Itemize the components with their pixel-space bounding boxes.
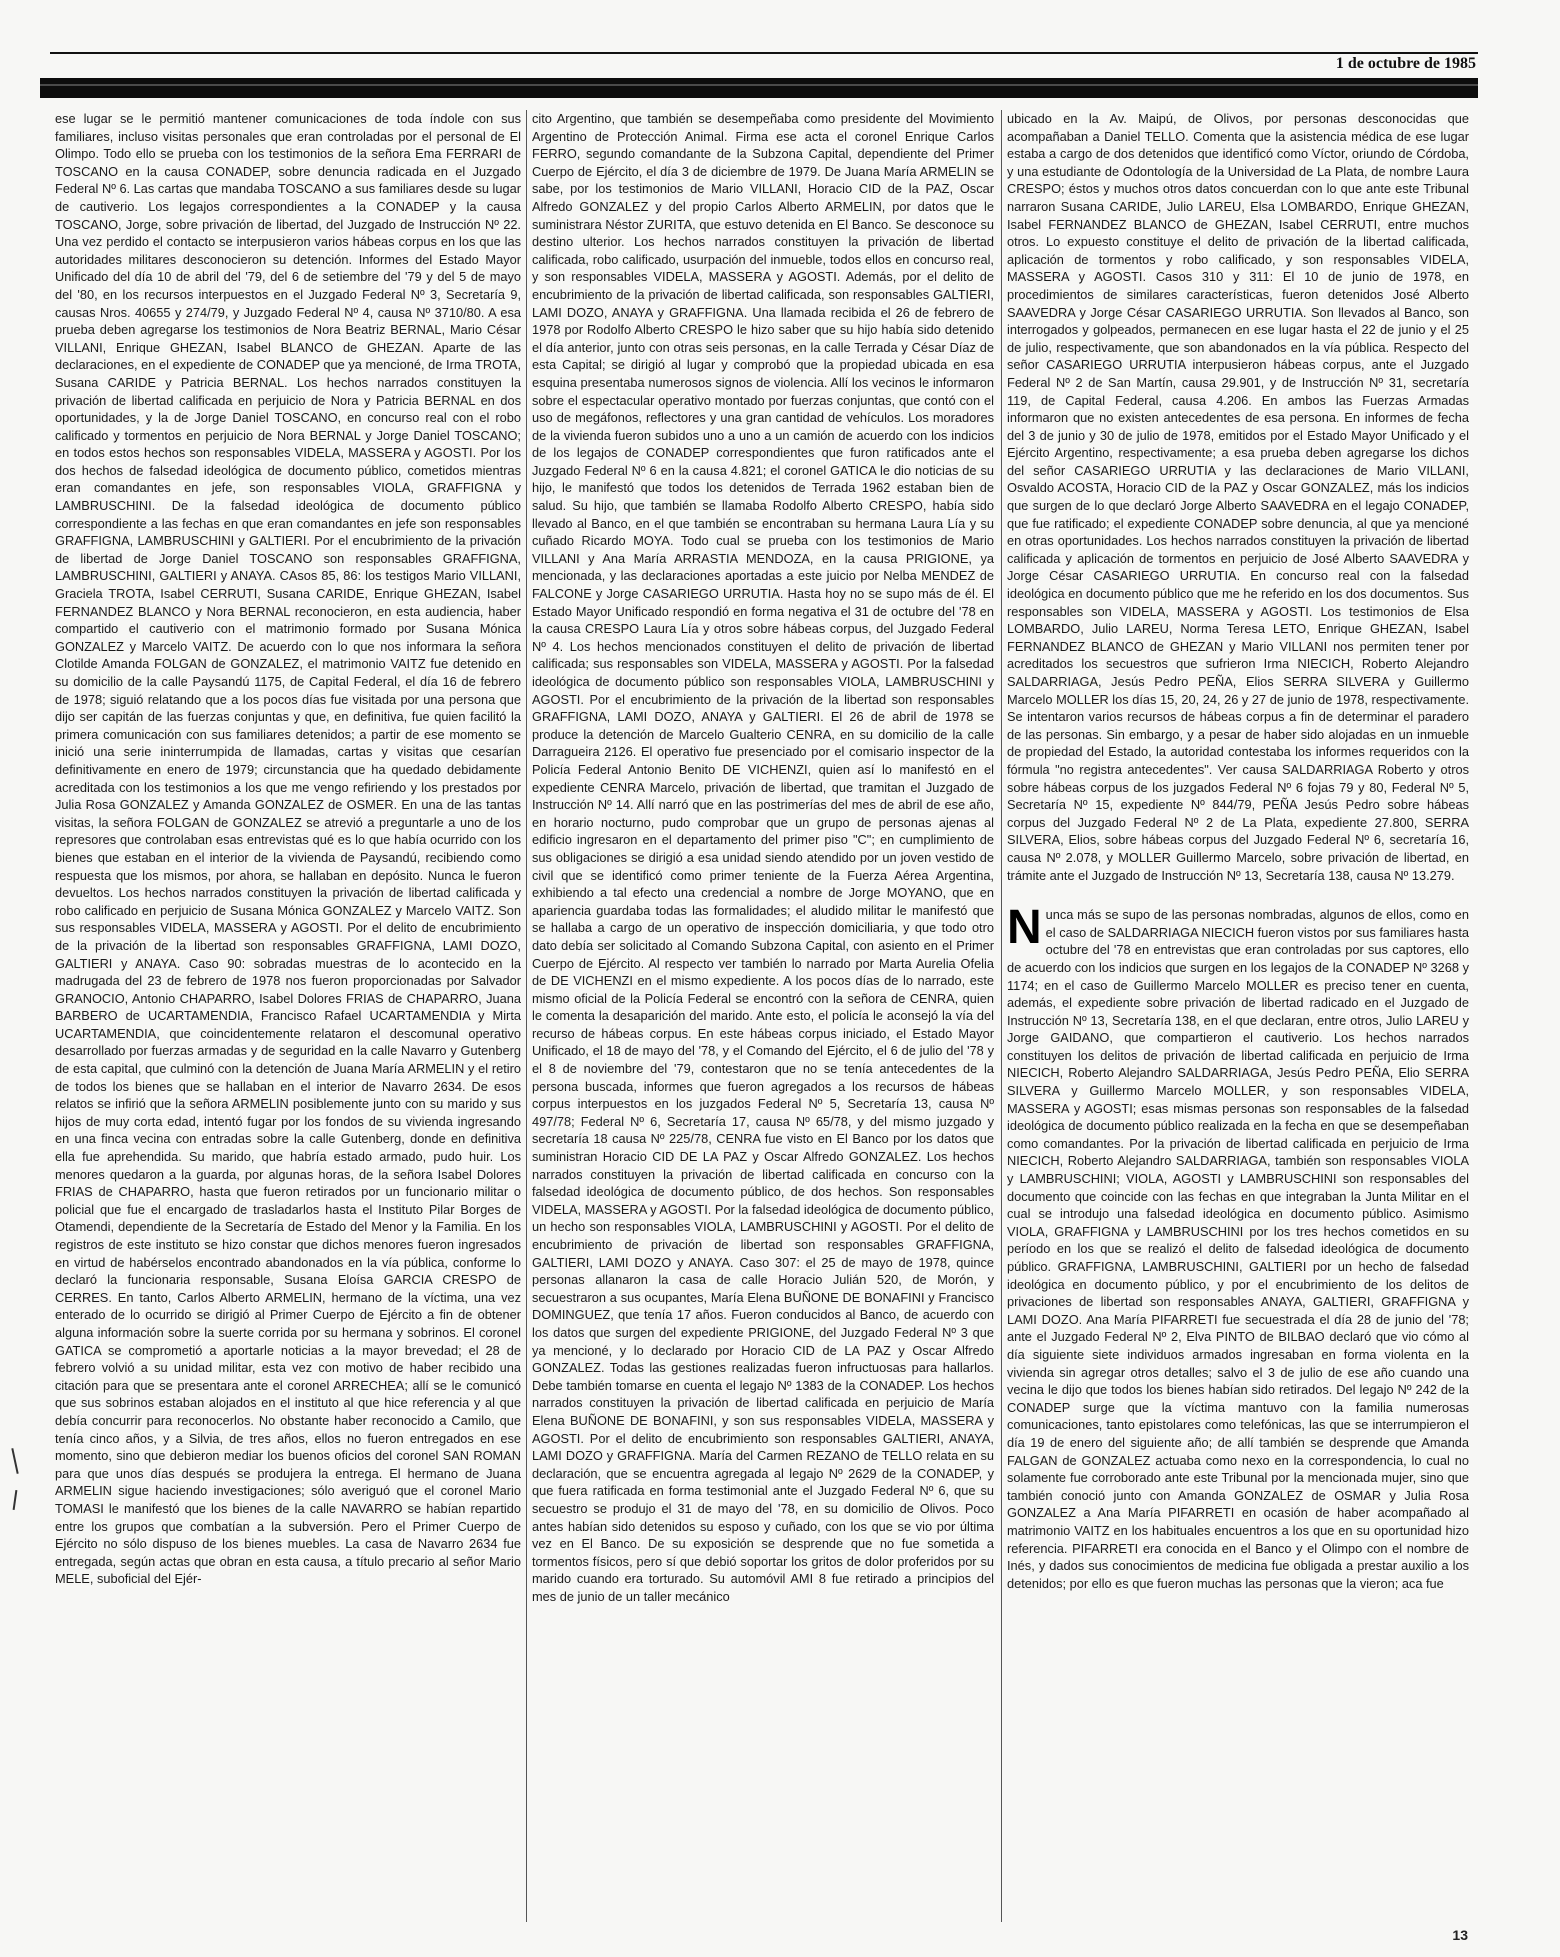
top-rule — [50, 52, 1478, 54]
column-3-text-b: unca más se supo de las personas nombradas, algunos de ellos, como en el caso de SALDARRIAGA NIECICH fueron vistos por sus familiares hasta octubre del '78 en entrevistas que eran controladas por sus captores, ello de acuerdo con los indicios que surgen en los legajos de la CONADEP Nº 3268 y 1174; en el caso de Guillermo Marcelo MOLLER es preciso tener en cuenta, además, el expediente sobre privación de libertad radicado en el Juzgado de Instrucción Nº 13, Secretaría 138, en el que declaran, entre otros, Julio LAREU y Jorge GAIDANO, que compartieron el cautiverio. Los hechos narrados constituyen los delitos de privación de libertad calificada en perjuicio de Irma NIECICH, Roberto Alejandro SALDARRIAGA, Jesús Pedro PEÑA, Elio SERRA SILVERA y Guillermo Marcelo MOLLER, y son responsables VIDELA, MASSERA y AGOSTI; esas mismas personas son responsables de la falsedad ideológica de documento público realizada en la fecha en que se desempeñaban como comandantes. Por la privación de libertad calificada en perjuicio de Irma NIECICH, Roberto Alejandro SALDARRIAGA, también son responsables VIOLA y LAMBRUSCHINI; VIOLA, AGOSTI y LAMBRUSCHINI son responsables del documento que coincide con las fechas en que integraban la Junta Militar en el cual se introdujo una falsedad ideológica en documento público. Asimismo VIOLA, GRAFFIGNA y LAMBRUSCHINI por los tres hechos cometidos en su período en los que se realizó el delito de falsedad ideológica de documento público. GRAFFIGNA, LAMBRUSCHINI, GALTIERI por un hecho de falsedad ideológica en documento público, y por el encubrimiento de los delitos de privaciones de libertad son responsables ANAYA, GALTIERI, GRAFFIGNA y LAMI DOZO. Ana María PIFARRETI fue secuestrada el día 28 de junio del '78; ante el Juzgado Federal Nº 2, Elva PINTO de BILBAO declaró que vio cómo al día siguiente siete individuos armados ingresaban en forma violenta en la vivienda sin agregar otros detalles; salvo el 3 de julio de ese año cuando una vecina le dijo que todos los bienes habían sido retirados. Del legajo Nº 242 de la CONADEP surge que la víctima mantuvo con la familia numerosas comunicaciones, tanto epistolares como telefónicas, las que se interrumpieron el día 19 de enero del siguiente año; de allí también se desprende que Amanda FALGAN de GONZALEZ actuaba como nexo en la correspondencia, lo cual no solamente fue corroborado ante este Tribunal por la mencionada mujer, sino que también conoció junto con Amanda GONZALEZ de OSMAR y Julia Rosa GONZALEZ a Ana María PIFARRETI en ocasión de haber acompañado al matrimonio VAITZ en los habituales encuentros a los que en su oportunidad hizo referencia. PIFARRETI era conocida en el Banco y el Olimpo con el nombre de Inés, y dados sus conocimientos de medicina fue obligada a prestar auxilio a los detenidos; por ello es que fueron muchas las personas que la vieron; aca fue — [1007, 907, 1469, 1591]
issue-date: 1 de octubre de 1985 — [1335, 55, 1476, 72]
page-number: 13 — [1452, 1927, 1468, 1943]
column-1-text: ese lugar se le permitió mantener comunicaciones de toda índole con sus familiares, incluso visitas personales que eran controladas por el personal de El Olimpo. Todo ello se prueba con los testimonios de la señora Ema FERRARI de TOSCANO en la causa CONADEP, sobre denuncia radicada en el Juzgado Federal Nº 6. Las cartas que mandaba TOSCANO a sus familiares desde su lugar de cautiverio. Los legajos correspondientes a la CONADEP y la causa TOSCANO, Jorge, sobre privación de libertad, del Juzgado de Instrucción Nº 22. Una vez perdido el contacto se interpusieron varios hábeas corpus en los que las autoridades militares desconocieron su detención. Informes del Estado Mayor Unificado del día 10 de abril del '79, del 6 de setiembre del '79 y del 5 de mayo del '80, en los recursos interpuestos en el Juzgado Federal Nº 3, Secretaría 9, causas Nros. 40655 y 274/79, y Juzgado Federal Nº 4, causa Nº 3710/80. A esa prueba deben agregarse los testimonios de Nora Beatriz BERNAL, Mario César VILLANI, Enrique GHEZAN, Isabel BLANCO de GHEZAN. Aparte de las declaraciones, en el expediente de CONADEP que ya mencioné, de Irma TROTA, Susana CARIDE y Patricia BERNAL. Los hechos narrados constituyen la privación de libertad calificada en perjuicio de Nora y Patricia BERNAL en dos oportunidades, y la de Jorge Daniel TOSCANO, en concurso real con el robo calificado y tormentos en perjuicio de Nora BERNAL y Jorge Daniel TOSCANO; en todos estos hechos son responsables VIDELA, MASSERA y AGOSTI. Por los dos hechos de falsedad ideológica de documento público, cometidos mientras eran comandantes en jefe, son responsables VIOLA, GRAFFIGNA y LAMBRUSCHINI. De la falsedad ideológica de documento público correspondiente a las fechas en que eran comandantes en jefe son responsables GRAFFIGNA, LAMBRUSCHINI y GALTIERI. Por el encubrimiento de la privación de libertad de Jorge Daniel TOSCANO son responsables GRAFFIGNA, LAMBRUSCHINI, GALTIERI y ANAYA. CAsos 85, 86: los testigos Mario VILLANI, Graciela TROTA, Isabel CERRUTI, Susana CARIDE, Enrique GHEZAN, Isabel FERNANDEZ BLANCO y Nora BERNAL reconocieron, en esta audiencia, haber compartido el cautiverio con el matrimonio formado por Susana Mónica GONZALEZ y Marcelo VAITZ. De acuerdo con lo que nos informara la señora Clotilde Amanda FOLGAN de GONZALEZ, el matrimonio VAITZ fue detenido en su domicilio de la calle Paysandú 1175, de Capital Federal, el día 16 de febrero de 1978; siguió relatando que a los pocos días fue visitada por una persona que dijo ser capitán de las fuerzas conjuntas y que, en definitiva, fue quien facilitó la primera comunicación con sus familiares detenidos; a partir de ese momento se inició una serie ininterrumpida de llamadas, cartas y visitas que cesarían definitivamente en enero de 1979; circunstancia que ha quedado debidamente acreditada con los testimonios a los que me vengo refiriendo y los prestados por Julia Rosa GONZALEZ y Amanda GONZALEZ de OSMER. En una de las tantas visitas, la señora FOLGAN de GONZALEZ se atrevió a preguntarle a uno de los represores que controlaban esas entrevistas qué es lo que había ocurrido con los bienes que estaban en el interior de la vivienda de Paysandú, recibiendo como respuesta que los mismos, por ahora, se hallaban en depósito. Nunca le fueron devueltos. Los hechos narrados constituyen la privación de libertad calificada y robo calificado en perjuicio de Susana Mónica GONZALEZ y Marcelo VAITZ. Son sus responsables VIDELA, MASSERA y AGOSTI. Por el delito de encubrimiento de la privación de la libertad son responsables GRAFFIGNA, LAMI DOZO, GALTIERI y ANAYA. Caso 90: sobradas muestras de lo acontecido en la madrugada del 23 de febrero de 1978 nos fueron proporcionadas por Salvador GRANOCIO, Antonio CHAPARRO, Isabel Dolores FRIAS de CHAPARRO, Juana BARBERO de UCARTAMENDIA, Francisco Rafael UCARTAMENDIA y Mirta UCARTAMENDIA, que coincidentemente relataron el descomunal operativo desarrollado por fuerzas armadas y de seguridad en la calle Navarro y Gutenberg de esta capital, que culminó con la detención de Juana María ARMELIN y el retiro de todos los bienes que se hallaban en el interior de Navarro 2634. De esos relatos se infirió que la señora ARMELIN posiblemente junto con su marido y sus hijos de muy corta edad, intentó fugar por los fondos de su vivienda ingresando en una finca vecina con entradas sobre la calle Gutenberg, donde en definitiva ella fue aprehendida. Su marido, que habría estado armado, pudo huir. Los menores quedaron a la guarda, por algunas horas, de la señora Isabel Dolores FRIAS de CHAPARRO, hasta que fueron retirados por un funcionario militar o policial que fue el encargado de trasladarlos hasta el Instituto Pilar Borges de Otamendi, dependiente de la Secretaría de Estado del Menor y la Familia. En los registros de este instituto se hizo constar que dichos menores fueron ingresados en virtud de habérselos encontrado abandonados en la vía pública, conforme lo declaró la funcionaria responsable, Susana Eloísa GARCIA CRESPO de CERRES. En tanto, Carlos Alberto ARMELIN, hermano de la víctima, una vez enterado de lo ocurrido se dirigió al Primer Cuerpo de Ejército a fin de obtener alguna información sobre la suerte corrida por su hermana y sobrinos. El coronel GATICA se comprometió a aportarle noticias a la mayor brevedad; el 28 de febrero volvió a su unidad militar, esta vez con motivo de haber recibido una citación para que se presentara ante el coronel ARRECHEA; allí se le comunicó que sus sobrinos estaban alojados en el instituto al que hice referencia y al que debía concurrir para reconocerlos. No obstante haber reconocido a Camilo, que tenía cinco años, y a Silvia, de tres años, ellos no fueron entregados en ese momento, sino que debieron mediar los buenos oficios del coronel SAN ROMAN para que unos días después se produjera la entrega. El hermano de Juana ARMELIN sigue haciendo investigaciones; sólo averiguó que el coronel Mario TOMASI le manifestó que los bienes de la calle NAVARRO se habían repartido entre los grupos que combatían a la subversión. Pero el Primer Cuerpo de Ejército no sólo dispuso de los bienes muebles. La casa de Navarro 2634 fue entregada, según actas que obran en esta causa, a título precario al señor Mario MELE, suboficial del Ejér- — [55, 111, 521, 1587]
margin-pen-mark — [11, 1448, 18, 1474]
drop-cap: N — [1007, 901, 1042, 955]
column-2-text: cito Argentino, que también se desempeñaba como presidente del Movimiento Argentino de Protección Animal. Firma ese acta el coronel Enrique Carlos FERRO, segundo comandante de la Subzona Capital, dependiente del Primer Cuerpo de Ejército, el día 3 de diciembre de 1979. De Juana María ARMELIN se sabe, por los testimonios de Mario VILLANI, Horacio CID de la PAZ, Oscar Alfredo GONZALEZ y del propio Carlos Alberto ARMELIN, por datos que le suministrara Néstor ZURITA, que estuvo detenida en El Banco. Se desconoce su destino ulterior. Los hechos narrados constituyen la privación de libertad calificada, robo calificado, usurpación del inmueble, todos ellos en concurso real, y son responsables VIDELA, MASSERA y AGOSTI. Además, por el delito de encubrimiento de la privación de libertad calificada, son responsables GALTIERI, LAMI DOZO, ANAYA y GRAFFIGNA. Una llamada recibida el 26 de febrero de 1978 por Rodolfo Alberto CRESPO le hizo saber que su hijo había sido detenido el día anterior, junto con otras seis personas, en la calle Terrada y César Díaz de esta Capital; se dirigió al lugar y comprobó que la propiedad ubicada en esa esquina presentaba numerosos signos de violencia. Allí los vecinos le informaron sobre el espectacular operativo montado por fuerzas conjuntas, que contó con el uso de megáfonos, reflectores y una gran cantidad de vehículos. Los moradores de la vivienda fueron subidos uno a uno a un camión de acuerdo con los indicios de los legajos de CONADEP correspondientes que furon ratificados ante el Juzgado Federal Nº 6 en la causa 4.821; el coronel GATICA le dio noticias de su hijo, le manifestó que todos los detenidos de Terrada 1962 estaban bien de salud. Su hijo, que también se llamaba Rodolfo Alberto CRESPO, había sido llevado al Banco, en el que también se encontraban su hermana Laura Lía y su cuñado Ricardo MOYA. Todo cual se prueba con los testimonios de Mario VILLANI y Ana María ARRASTIA MENDOZA, en la causa PRIGIONE, ya mencionada, y las declaraciones aportadas a este juicio por Nelba MENDEZ de FALCONE y Jorge CASARIEGO URRUTIA. Hasta hoy no se supo más de él. El Estado Mayor Unificado respondió en forma negativa el 31 de octubre del '78 en la causa CRESPO Laura Lía y otros sobre hábeas corpus, del Juzgado Federal Nº 4. Los hechos mencionados constituyen el delito de privación de libertad calificada; sus responsables son VIDELA, MASSERA y AGOSTI. Por la falsedad ideológica de documento público son responsables VIOLA, LAMBRUSCHINI y AGOSTI. Por el encubrimiento de la privación de la libertad son responsables GRAFFIGNA, LAMI DOZO, ANAYA y GALTIERI. El 26 de abril de 1978 se produce la detención de Marcelo Gualterio CENRA, en su domicilio de la calle Darragueira 2126. El operativo fue presenciado por el comisario inspector de la Policía Federal Antonio Benito DE VICHENZI, quien así lo manifestó en el expediente CENRA Marcelo, privación de libertad, que tramitan el Juzgado de Instrucción Nº 14. Allí narró que en las postrimerías del mes de abril de ese año, en horario nocturno, pudo comprobar que un grupo de personas ajenas al edificio ingresaron en el departamento del primer piso "C"; en cumplimiento de sus obligaciones se dirigió a esa unidad siendo atendido por un joven vestido de civil que se identificó como primer teniente de la Fuerza Aérea Argentina, exhibiendo a tal efecto una credencial a nombre de Jorge MOYANO, que en apariencia guardaba todas las formalidades; el aludido militar le manifestó que se hallaba a cargo de un operativo de inspección domiciliaria, y que todo otro dato debía ser solicitado al Comando Subzona Capital, con asiento en el Primer Cuerpo de Ejército. Al respecto ver también lo narrado por Marta Aurelia Ofelia de DE VICHENZI en el mismo expediente. A los pocos días de lo narrado, este mismo oficial de la Policía Federal se encontró con la señora de CENRA, quien le comenta la desaparición del marido. Ante esto, el policía le aconsejó la vía del recurso de hábeas corpus. En este hábeas corpus iniciado, el Estado Mayor Unificado, el 18 de mayo del '78, y el Comando del Ejército, el 6 de julio del '78 y el 8 de noviembre del '79, contestaron que no se tenía antecedentes de la persona buscada, informes que fueron agregados a los recursos de hábeas corpus interpuestos en los juzgados Federal Nº 5, Secretaría 13, causa Nº 497/78; Federal Nº 6, Secretaría 17, causa Nº 65/78, y del mismo juzgado y secretaría 18 causa Nº 225/78, CENRA fue visto en El Banco por los datos que suministran Horacio CID DE LA PAZ y Oscar Alfredo GONZALEZ. Los hechos narrados constituyen la privación de libertad calificada en concurso con la falsedad ideológica de documento público, de dos hechos. Son responsables VIDELA, MASSERA y AGOSTI. Por la falsedad ideológica de documento público, un hecho son responsables VIOLA, LAMBRUSCHINI y AGOSTI. Por el delito de encubrimiento de privación de libertad son responsables GRAFFIGNA, GALTIERI, LAMI DOZO y ANAYA. Caso 307: el 25 de mayo de 1978, quince personas allanaron la casa de calle Horacio Julián 520, de Morón, y secuestraron a sus ocupantes, María Elena BUÑONE DE BONAFINI y Francisco DOMINGUEZ, que tenía 17 años. Fueron conducidos al Banco, de acuerdo con los datos que surgen del expediente PRIGIONE, del Juzgado Federal Nº 3 que ya mencioné, y lo declarado por Horacio CID de LA PAZ y Oscar Alfredo GONZALEZ. Todas las gestiones realizadas fueron infructuosas para hallarlos. Debe también tomarse en cuenta el legajo Nº 1383 de la CONADEP. Los hechos narrados constituyen la privación de libertad calificada en perjuicio de María Elena BUÑONE DE BONAFINI, y son sus responsables VIDELA, MASSERA y AGOSTI. Por el delito de encubrimiento son responsables GALTIERI, ANAYA, LAMI DOZO y GRAFFIGNA. María del Carmen REZANO de TELLO relata en su declaración, que se encuentra agregada al legajo Nº 2629 de la CONADEP, y que fuera ratificada en forma testimonial ante el Juzgado Federal Nº 6, que su secuestro se produjo el 31 de mayo del '78, en su domicilio de Olivos. Poco antes habían sido detenidos su esposo y cuñado, con los que se vio por última vez en El Banco. De su exposición se desprende que no fue sometida a tormentos físicos, pero sí que debió soportar los gritos de dolor proferidos por su marido cuando era torturado. Su automóvil AMI 8 fue retirado a principios del mes de junio de un taller mecánico — [532, 111, 994, 1604]
column-divider-2 — [1001, 110, 1002, 1922]
column-3-text-a: ubicado en la Av. Maipú, de Olivos, por personas desconocidas que acompañaban a Daniel TELLO. Comenta que la asistencia médica de ese lugar estaba a cargo de dos detenidos que identificó como Víctor, oriundo de Córdoba, y una estudiante de Odontología de la Universidad de La Plata, de nombre Laura CRESPO; éstos y muchos otros datos concuerdan con lo que ante este Tribunal narraron Susana CARIDE, Julio LAREU, Elsa LOMBARDO, Enrique GHEZAN, Isabel FERNANDEZ BLANCO de GHEZAN, Isabel CERRUTI, entre muchos otros. Lo expuesto constituye el delito de privación de la libertad calificada, aplicación de tormentos y robo calificado, y son responsables VIDELA, MASSERA y AGOSTI. Casos 310 y 311: El 10 de junio de 1978, en procedimientos de similares características, fueron detenidos José Alberto SAAVEDRA y Jorge César CASARIEGO URRUTIA. Son llevados al Banco, son interrogados y golpeados, permanecen en ese lugar hasta el 22 de junio y el 25 de julio, respectivamente, que son abandonados en la vía pública. Respecto del señor CASARIEGO URRUTIA interpusieron hábeas corpus, ante el Juzgado Federal Nº 2 de San Martín, causa 29.901, y de Instrucción Nº 31, secretaría 119, de Capital Federal, causa 4.206. En ambos las Fuerzas Armadas informaron que no existen antecedentes de esa persona. En informes de fecha del 3 de junio y 30 de julio de 1978, emitidos por el Estado Mayor Unificado y el Ejército Argentino, respectivamente; a esa prueba deben agregarse los dichos del señor CASARIEGO URRUTIA y las declaraciones de Mario VILLANI, Osvaldo ACOSTA, Horacio CID de la PAZ y Oscar GONZALEZ, más los indicios que surgen de lo que declaró Jorge Alberto SAAVEDRA en el legajo CONADEP, que fue ratificado; el expediente CONADEP sobre denuncia, al que ya mencioné en otras oportunidades. Los hechos narrados constituyen la privación de libertad calificada y aplicación de tormentos en perjuicio de José Alberto SAAVEDRA y Jorge César CASARIEGO URRUTIA. En concurso real con la falsedad ideológica en documento público que me he referido en los dos documentos. Sus responsables son VIDELA, MASSERA y AGOSTI. Los testimonios de Elsa LOMBARDO, Julio LAREU, Norma Teresa LETO, Enrique GHEZAN, Isabel FERNANDEZ BLANCO de GHEZAN y Mario VILLANI nos permiten tener por acreditados los secuestros que sufrieron Irma NIECICH, Roberto Alejandro SALDARRIAGA, Jesús Pedro PEÑA, Elios SERRA SILVERA y Guillermo Marcelo MOLLER los días 15, 20, 24, 26 y 27 de junio de 1978, respectivamente. Se intentaron varios recursos de hábeas corpus a fin de determinar el paradero de las personas. Sin embargo, y a pesar de haber sido alojadas en un inmueble de propiedad del Estado, la autoridad contestaba los informes requeridos con la fórmula "no registra antecedentes". Ver causa SALDARRIAGA Roberto y otros sobre hábeas corpus de los juzgados Federal Nº 6 fojas 79 y 80, Federal Nº 5, Secretaría Nº 15, expediente Nº 844/79, PEÑA Jesús Pedro sobre hábeas corpus del Juzgado Federal Nº 2 de La Plata, expediente 27.800, SERRA SILVERA, Elios, sobre hábeas corpus del Juzgado Federal Nº 6, secretaría 16, causa Nº 2.078, y MOLLER Guillermo Marcelo, sobre privación de libertad, en trámite ante el Juzgado de Instrucción Nº 13, Secretaría 138, causa Nº 13.279. — [1007, 111, 1469, 883]
text-column-2 — [532, 110, 994, 1922]
column-divider-1 — [526, 110, 527, 1922]
column-3-section-b — [1007, 901, 1469, 1592]
text-column-1 — [55, 110, 521, 1922]
header-band — [40, 78, 1478, 98]
text-column-3 — [1007, 110, 1469, 1922]
margin-pen-mark — [13, 1490, 18, 1510]
